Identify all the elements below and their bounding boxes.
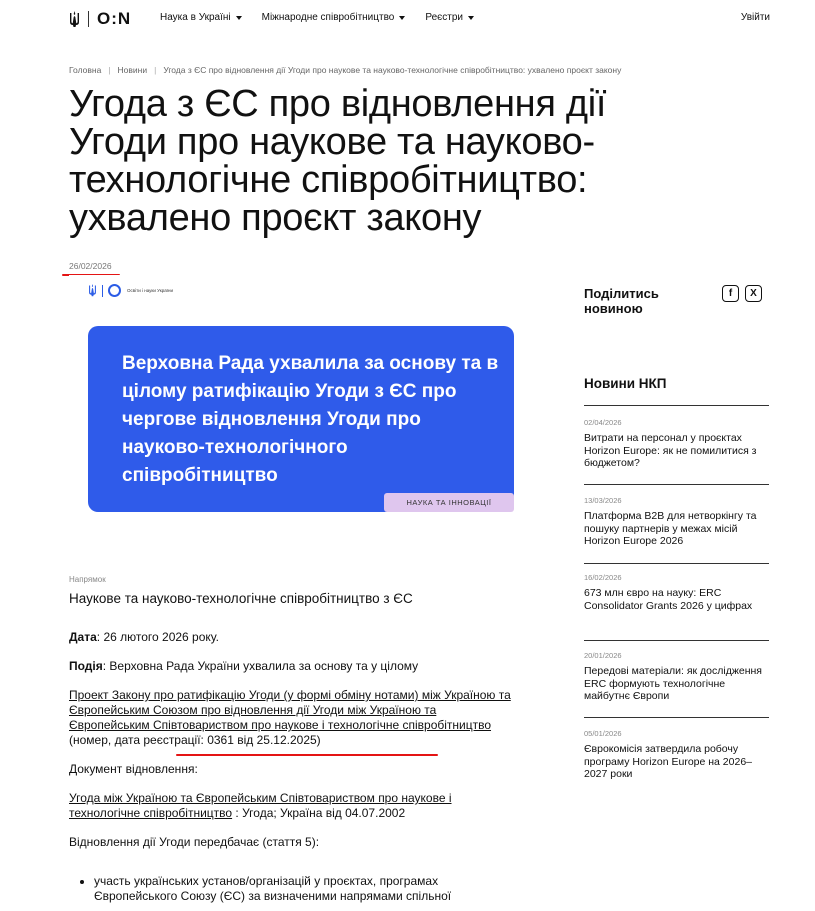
trident-icon	[88, 284, 97, 297]
hero-headline: Верховна Рада ухвалила за основу та в цілому ратифікацію Угоди з ЄС про чергове відновлення Угоди про науково-технологічного співробітництво	[122, 353, 499, 486]
provisions-list	[80, 874, 510, 904]
news-date: 16/02/2026	[584, 573, 622, 582]
breadcrumb-current: Угода з ЄС про відновлення дії Угоди про наукове та науково-технологічне співробітництво: ухвалено проєкт закону	[163, 65, 622, 75]
news-item[interactable]	[584, 573, 769, 612]
news-date: 13/03/2026	[584, 496, 622, 505]
registration-info: (номер, дата реєстрації: 0361 від 25.12.2025)	[69, 733, 321, 747]
news-date: 05/01/2026	[584, 729, 622, 738]
date-label: Дата	[69, 630, 97, 644]
nav-item-science[interactable]: Наука в Україні	[160, 12, 242, 23]
chevron-down-icon	[468, 16, 474, 20]
breadcrumb: Головна | Новини | Угода з ЄС про відновлення дії Угоди про наукове та науково-технологічне співробітництво: ухвалено проєкт закону	[69, 65, 622, 75]
document-paragraph	[69, 791, 519, 821]
divider	[584, 405, 769, 406]
hero-logo	[88, 284, 177, 297]
news-title[interactable]: Передові матеріали: як дослідження ERC формують технологічне майбутнє Європи	[584, 665, 762, 702]
sidebar-news-title: Новини НКП	[584, 376, 667, 391]
direction-value: Наукове та науково-технологічне співробітництво з ЄС	[69, 591, 413, 606]
event-label: Подія	[69, 659, 103, 673]
article-body	[69, 630, 519, 864]
divider	[584, 717, 769, 718]
date-text: : 26 лютого 2026 року.	[96, 630, 219, 644]
trident-icon	[69, 11, 80, 28]
registration-highlight-mark	[176, 754, 438, 756]
event-text: : Верховна Рада України ухвалила за основу та у цілому	[102, 659, 419, 673]
news-title[interactable]: Платформа B2B для нетворкінгу та пошуку партнерів у межах місій Horizon Europe 2026	[584, 510, 757, 547]
page-title: Угода з ЄС про відновлення дії Угоди про наукове та науково-технологічне співробітництво: ухвалено проєкт закону	[69, 83, 607, 239]
share-buttons	[722, 285, 768, 302]
document-label: Документ відновлення:	[69, 762, 198, 776]
provides-text: Відновлення дії Угоди передбачає (стаття 5):	[69, 835, 320, 849]
logo-divider	[88, 11, 89, 27]
hero-card	[88, 326, 514, 512]
chevron-down-icon	[399, 16, 405, 20]
document-link[interactable]: Угода між Україною та Європейським Співтовариством про наукове і технологічне співробітництво	[69, 791, 452, 820]
news-title[interactable]: 673 млн євро на науку: ERC Consolidator Grants 2026 у цифрах	[584, 587, 753, 612]
login-link[interactable]: Увійти	[740, 12, 770, 23]
news-item[interactable]	[584, 651, 769, 703]
direction-label: Напрямок	[69, 575, 106, 584]
chevron-down-icon	[236, 16, 242, 20]
x-twitter-icon[interactable]: X	[745, 285, 762, 302]
top-navigation-bar	[0, 0, 815, 36]
divider	[584, 640, 769, 641]
breadcrumb-home[interactable]: Головна	[69, 65, 102, 75]
news-item[interactable]	[584, 729, 769, 781]
news-date: 02/04/2026	[584, 418, 622, 427]
news-date: 20/01/2026	[584, 651, 622, 660]
share-label: Поділитись новиною	[584, 286, 659, 316]
article-date: 26/02/2026	[69, 261, 112, 271]
logo-o-mark	[108, 284, 121, 297]
news-title[interactable]: Єврокомісія затвердила робочу програму Horizon Europe на 2026–2027 роки	[584, 743, 753, 780]
event-paragraph	[69, 659, 519, 674]
main-nav	[160, 12, 494, 23]
divider	[584, 563, 769, 564]
hero-tag: НАУКА ТА ІННОВАЦІЇ	[384, 493, 514, 512]
date-paragraph	[69, 630, 519, 645]
site-logo[interactable]	[69, 9, 131, 29]
hero-image	[69, 275, 534, 520]
news-item[interactable]	[584, 496, 769, 548]
nav-item-registries[interactable]: Реєстри	[425, 12, 474, 23]
facebook-icon[interactable]: f	[722, 285, 739, 302]
news-item[interactable]	[584, 418, 769, 470]
list-item: участь українських установ/організацій у проєктах, програмах Європейського Союзу (ЄС) за визначеними напрямами спільної	[80, 874, 510, 904]
law-paragraph	[69, 688, 519, 748]
divider	[584, 484, 769, 485]
hero-logo-caption: Освіти і науки України	[127, 288, 174, 293]
breadcrumb-news[interactable]: Новини	[117, 65, 148, 75]
document-suffix: : Угода; Україна від 04.07.2002	[232, 806, 406, 820]
news-title[interactable]: Витрати на персонал у проєктах Horizon Europe: як не помилитися з бюджетом?	[584, 432, 757, 469]
nav-item-international[interactable]: Міжнародне співробітництво	[262, 12, 406, 23]
law-link[interactable]: Проект Закону про ратифікацію Угоди (у формі обміну нотами) між Україною та Європейським Союзом про відновлення дії Угоди між Україною та Європейським Співтовариством про наукове і технологічне співробітництво	[69, 688, 511, 732]
logo-wordmark: O:N	[97, 9, 132, 28]
